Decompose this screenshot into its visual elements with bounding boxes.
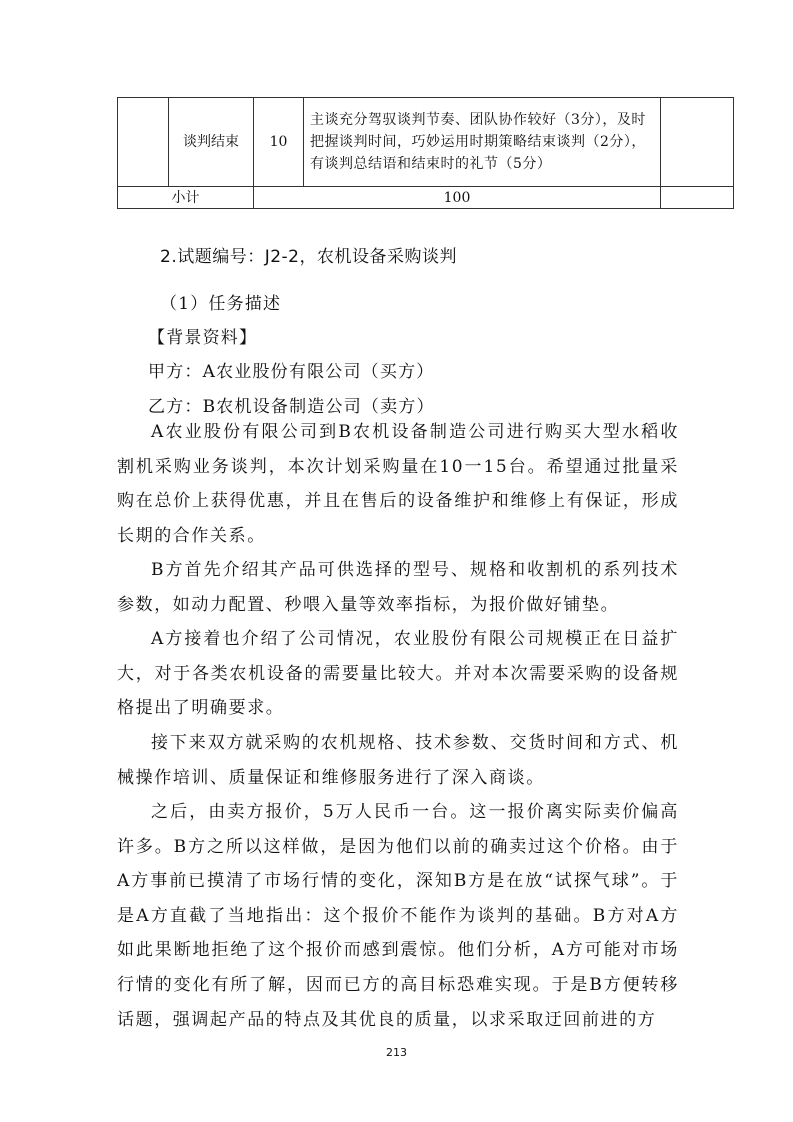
table-cell-empty <box>661 98 734 187</box>
subtotal-label: 小计 <box>118 187 254 209</box>
subtotal-row <box>118 187 734 209</box>
table-row <box>118 98 734 187</box>
item-name-cell: 谈判结束 <box>169 98 254 187</box>
subtotal-value: 100 <box>254 187 661 209</box>
paragraph: B方首先介绍其产品可供选择的型号、规格和收割机的系列技术参数，如动力配置、秒喂入量等效率指标，为报价做好铺垫。 <box>117 560 679 615</box>
paragraph: A方接着也介绍了公司情况，农业股份有限公司规模正在日益扩大，对于各类农机设备的需要量比较大。并对本次需要采购的设备规格提出了明确要求。 <box>117 629 679 719</box>
table-cell-blank <box>118 98 169 187</box>
paragraph: 接下来双方就采购的农机规格、技术参数、交货时间和方式、机械操作培训、质量保证和维修服务进行了深入商谈。 <box>117 733 679 788</box>
background-label: 【背景资料】 <box>148 328 258 348</box>
scoring-table <box>117 97 734 209</box>
task-description-label: （1）任务描述 <box>160 294 282 314</box>
table-cell-empty <box>661 187 734 209</box>
paragraph: A农业股份有限公司到B农机设备制造公司进行购买大型水稻收割机采购业务谈判，本次计划采购量在10一15台。希望通过批量采购在总价上获得优惠，并且在售后的设备维护和维修上有保证，形成长期的合作关系。 <box>117 422 679 546</box>
page-number: 213 <box>386 1046 407 1059</box>
paragraph: 之后，由卖方报价，5万人民币一台。这一报价离实际卖价偏高许多。B方之所以这样做，是因为他们以前的确卖过这个价格。由于A方事前已摸清了市场行情的变化，深知B方是在放“试探气球”。于是A方直截了当地指出：这个报价不能作为谈判的基础。B方对A方如此果断地拒绝了这个报价而感到震惊。他们分析，A方可能对市场行情的变化有所了解，因而已方的高目标恐难实现。于是B方便转移话题，强调起产品的特点及其优良的质量，以求采取迂回前进的方 <box>117 802 679 1030</box>
criteria-cell: 主谈充分驾驭谈判节奏、团队协作较好（3分），及时把握谈判时间，巧妙运用时期策略结束谈判（2分），有谈判总结语和结束时的礼节（5分） <box>304 98 661 187</box>
score-cell: 10 <box>254 98 304 187</box>
party-a-line: 甲方：A农业股份有限公司（买方） <box>148 362 435 382</box>
section-heading: 2.试题编号：J2-2，农机设备采购谈判 <box>160 247 457 267</box>
party-b-line: 乙方：B农机设备制造公司（卖方） <box>148 397 435 417</box>
